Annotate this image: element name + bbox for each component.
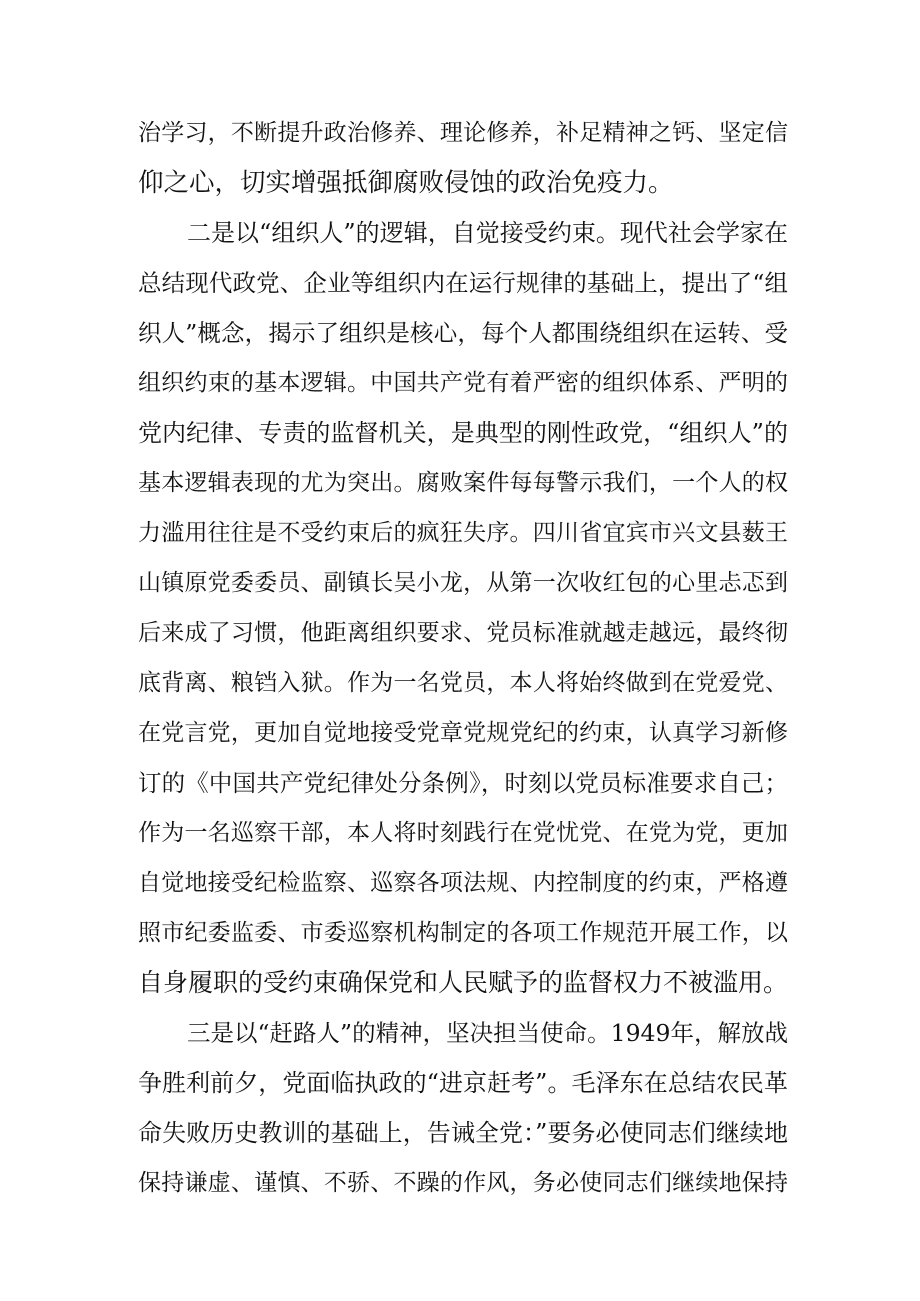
text-line: 织人”概念，揭示了组织是核心，每个人都围绕组织在运转、受 — [138, 319, 788, 347]
text-line: 作为一名巡察干部，本人将时刻践行在党忧党、在党为党，更加 — [138, 820, 788, 846]
text-line: 照市纪委监委、市委巡察机构制定的各项工作规范开展工作，以 — [138, 920, 788, 946]
text-line: 争胜利前夕，党面临执政的“进京赶考”。毛泽东在总结农民革 — [138, 1069, 788, 1097]
text-line: 基本逻辑表现的尤为突出。腐败案件每每警示我们，一个人的权 — [138, 470, 788, 496]
text-line: 保持谦虚、谨慎、不骄、不躁的作风，务必使同志们继续地保持 — [138, 1170, 788, 1196]
text-line: 山镇原党委委员、副镇长吴小龙，从第一次收红包的心里忐忑到 — [138, 570, 788, 596]
paragraph-start-line: 二是以“组织人”的逻辑，自觉接受约束。现代社会学家在 — [187, 219, 788, 247]
text-line: 仰之心，切实增强抵御腐败侵蚀的政治免疫力。 — [138, 168, 674, 198]
text-line: 组织约束的基本逻辑。中国共产党有着严密的组织体系、严明的 — [138, 370, 788, 396]
text-line: 命失败历史教训的基础上，告诫全党：”要务必使同志们继续地 — [138, 1119, 788, 1147]
text-line: 治学习，不断提升政治修养、理论修养，补足精神之钙、坚定信 — [138, 120, 788, 146]
text-line: 后来成了习惯，他距离组织要求、党员标准就越走越远，最终彻 — [138, 620, 788, 646]
text-line: 底背离、粮铛入狱。作为一名党员，本人将始终做到在党爱党、 — [138, 670, 788, 696]
text-line: 力滥用往往是不受约束后的疯狂失序。四川省宜宾市兴文县薮王 — [138, 520, 788, 546]
text-line: 自身履职的受约束确保党和人民赋予的监督权力不被滥用。 — [138, 968, 789, 997]
text-line: 总结现代政党、企业等组织内在运行规律的基础上，提出了“组 — [138, 269, 788, 297]
text-line: 订的《中国共产党纪律处分条例》，时刻以党员标准要求自己； — [138, 769, 788, 797]
text-line: 党内纪律、专责的监督机关，是典型的刚性政党，“组织人”的 — [138, 419, 788, 447]
text-line: 在党言党，更加自觉地接受党章党规党纪的约束，认真学习新修 — [138, 720, 788, 746]
paragraph-start-line: 三是以“赶路人”的精神，坚决担当使命。1949年，解放战 — [187, 1019, 788, 1047]
text-line: 自觉地接受纪检监察、巡察各项法规、内控制度的约束，严格遵 — [138, 870, 788, 896]
